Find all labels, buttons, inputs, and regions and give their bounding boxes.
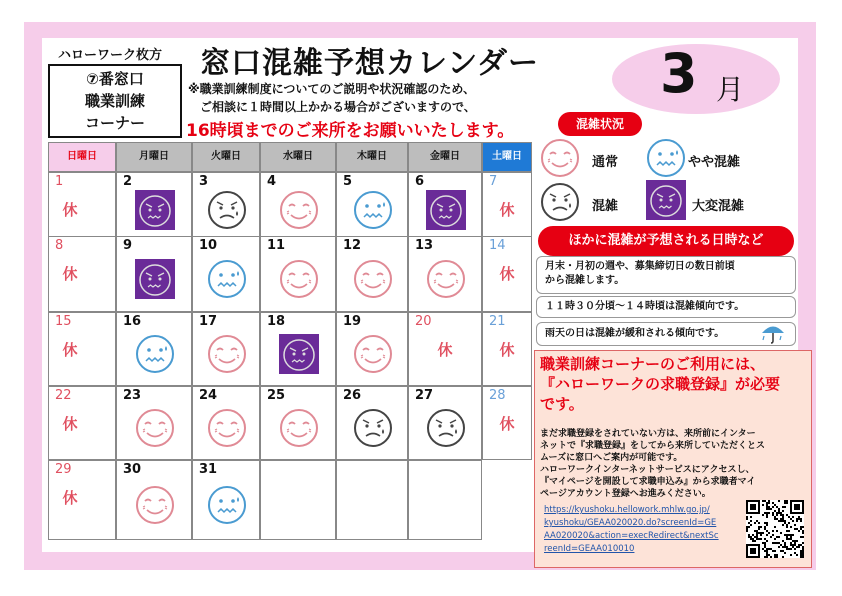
- legend-normal-face-icon: [540, 138, 580, 178]
- day-number: 8: [55, 238, 64, 253]
- legend-busy-face-icon: [540, 182, 580, 222]
- day-number: 10: [199, 238, 218, 253]
- calendar-day-cell: [482, 312, 532, 386]
- calendar-day-cell: [336, 172, 408, 238]
- day-number: 20: [415, 314, 432, 329]
- info-box-month-end-line1: 月末・月初の週や、募集締切日の数日前頃: [545, 261, 735, 272]
- weekday-header: 土曜日: [482, 142, 532, 172]
- day-number: 1: [55, 174, 64, 189]
- note-line2: ご相談に１時間以上かかる場合がございますので、: [200, 100, 476, 114]
- day-number: 5: [343, 174, 353, 189]
- day-number: 15: [55, 314, 72, 329]
- normal-face-icon: [279, 190, 319, 230]
- day-number: 9: [123, 238, 133, 253]
- closed-mark: 休: [62, 201, 78, 219]
- calendar-day-cell: [192, 236, 260, 312]
- closed-mark: 休: [499, 341, 515, 359]
- normal-face-icon: [279, 408, 319, 448]
- day-number: 27: [415, 388, 434, 403]
- month-number: 3: [660, 42, 698, 105]
- legend-very-busy-face-icon: [646, 180, 682, 220]
- page-title: 窓口混雑予想カレンダー: [200, 46, 540, 81]
- day-number: 6: [415, 174, 425, 189]
- slightly-busy-face-icon: [135, 334, 175, 374]
- calendar-day-cell: [192, 172, 260, 238]
- legend-normal-label: 通常: [592, 155, 619, 170]
- weekday-header: 月曜日: [116, 142, 192, 172]
- busy-face-icon: [353, 408, 393, 448]
- calendar-day-cell: [192, 386, 260, 460]
- weekday-header: 日曜日: [48, 142, 116, 172]
- normal-face-icon: [353, 334, 393, 374]
- panel-heading: [540, 354, 780, 414]
- day-number: 30: [123, 462, 142, 477]
- closed-mark: 休: [499, 415, 515, 433]
- calendar-day-cell: [116, 386, 192, 460]
- day-number: 28: [489, 388, 506, 403]
- calendar-day-cell: [116, 312, 192, 386]
- normal-face-icon: [135, 408, 175, 448]
- day-number: 11: [267, 238, 286, 253]
- qr-code[interactable]: [746, 500, 804, 558]
- day-number: 13: [415, 238, 434, 253]
- window-box-line2: 職業訓練: [84, 92, 145, 110]
- weekday-header: 水曜日: [260, 142, 336, 172]
- calendar-day-cell: [48, 172, 116, 238]
- day-number: 3: [199, 174, 209, 189]
- closed-mark: 休: [62, 265, 78, 283]
- slightly-busy-face-icon: [207, 259, 247, 299]
- other-info-title: ほかに混雑が予想される日時など: [538, 226, 794, 256]
- calendar-day-cell: [260, 460, 336, 540]
- calendar-day-cell: [260, 172, 336, 238]
- umbrella-icon: [760, 322, 786, 344]
- calendar-day-cell: [336, 386, 408, 460]
- very-busy-face-icon: [279, 334, 319, 374]
- calendar-day-cell: [482, 386, 532, 460]
- very-busy-face-icon: [426, 190, 466, 230]
- weekday-header: 火曜日: [192, 142, 260, 172]
- window-box: [48, 64, 182, 138]
- calendar-day-cell: [48, 386, 116, 460]
- panel-body-line: ムーズに窓口へご案内が可能です。: [540, 453, 683, 463]
- closed-mark: 休: [499, 201, 515, 219]
- panel-link-line[interactable]: reenId=GEAA010010: [544, 544, 635, 554]
- day-number: 17: [199, 314, 218, 329]
- busy-face-icon: [426, 408, 466, 448]
- panel-heading-line1: 職業訓練コーナーのご利用には、: [540, 355, 766, 373]
- legend-busy-label: 混雑: [592, 199, 619, 214]
- normal-face-icon: [207, 334, 247, 374]
- weekday-header: 木曜日: [336, 142, 408, 172]
- month-suffix: 月: [716, 73, 745, 106]
- busy-face-icon: [207, 190, 247, 230]
- closed-mark: 休: [62, 415, 78, 433]
- day-number: 4: [267, 174, 277, 189]
- legend-title: 混雑状況: [558, 112, 642, 136]
- calendar-day-cell: [408, 312, 482, 386]
- day-number: 16: [123, 314, 142, 329]
- calendar-day-cell: [48, 460, 116, 540]
- calendar-day-cell: [336, 312, 408, 386]
- calendar-day-cell: [260, 312, 336, 386]
- day-number: 12: [343, 238, 362, 253]
- day-number: 2: [123, 174, 133, 189]
- very-busy-face-icon: [135, 259, 175, 299]
- calendar-day-cell: [48, 236, 116, 312]
- very-busy-face-icon: [135, 190, 175, 230]
- calendar-day-cell: [192, 460, 260, 540]
- calendar-day-cell: [408, 236, 482, 312]
- info-box-rain: 雨天の日は混雑が緩和される傾向です。: [536, 322, 796, 346]
- legend-slightly-busy-label: やや混雑: [688, 155, 741, 170]
- closed-mark: 休: [437, 341, 453, 359]
- panel-link-line[interactable]: AA020020&action=execRedirect&nextSc: [544, 531, 719, 541]
- calendar-day-cell: [192, 312, 260, 386]
- panel-body-line: 『マイページを開設して求職申込み』から求職者マイ: [540, 477, 756, 487]
- calendar-day-cell: [408, 386, 482, 460]
- calendar-day-cell: [482, 236, 532, 312]
- calendar-day-cell: [116, 460, 192, 540]
- calendar-day-cell: [260, 386, 336, 460]
- day-number: 18: [267, 314, 286, 329]
- normal-face-icon: [279, 259, 319, 299]
- note-line1: ※職業訓練制度についてのご説明や状況確認のため、: [188, 82, 475, 96]
- normal-face-icon: [426, 259, 466, 299]
- normal-face-icon: [207, 408, 247, 448]
- calendar-day-cell: [260, 236, 336, 312]
- calendar-day-cell: [482, 172, 532, 238]
- day-number: 29: [55, 462, 72, 477]
- closed-mark: 休: [499, 265, 515, 283]
- office-name: ハローワーク枚方: [58, 48, 163, 63]
- day-number: 24: [199, 388, 218, 403]
- closed-mark: 休: [62, 341, 78, 359]
- window-box-line3: コーナー: [84, 114, 145, 132]
- legend-slightly-busy-face-icon: [646, 138, 686, 178]
- panel-link-line[interactable]: https://kyushoku.hellowork.mhlw.go.jp/: [544, 505, 710, 515]
- calendar-day-cell: [116, 236, 192, 312]
- note-highlight: 16時頃までのご来所をお願いいたします。: [186, 121, 515, 141]
- day-number: 26: [343, 388, 362, 403]
- panel-body-line: ページアカウント登録へお進みください。: [540, 489, 711, 499]
- info-box-month-end: [536, 256, 796, 294]
- panel-heading-line2: 『ハローワークの求職登録』が必要: [540, 375, 781, 393]
- day-number: 7: [489, 174, 498, 189]
- calendar-day-cell: [116, 172, 192, 238]
- panel-body-line: ネットで『求職登録』をしてから来所していただくとス: [540, 441, 766, 451]
- normal-face-icon: [135, 485, 175, 525]
- weekday-header: 金曜日: [408, 142, 482, 172]
- calendar-day-cell: [408, 172, 482, 238]
- normal-face-icon: [353, 259, 393, 299]
- calendar-day-cell: [408, 460, 482, 540]
- info-box-month-end-line2: から混雑します。: [545, 275, 625, 286]
- panel-body-line: まだ求職登録をされていない方は、来所前にインター: [540, 429, 756, 439]
- day-number: 14: [489, 238, 506, 253]
- day-number: 23: [123, 388, 142, 403]
- panel-body: [540, 428, 765, 500]
- day-number: 19: [343, 314, 362, 329]
- panel-link[interactable]: [544, 504, 719, 556]
- day-number: 22: [55, 388, 72, 403]
- legend-very-busy-label: 大変混雑: [692, 199, 745, 214]
- closed-mark: 休: [62, 489, 78, 507]
- window-box-line1: ⑦番窓口: [86, 70, 144, 88]
- calendar-day-cell: [48, 312, 116, 386]
- panel-heading-line3: です。: [540, 395, 584, 413]
- info-box-lunch: １１時３０分頃～１４時頃は混雑傾向です。: [536, 296, 796, 318]
- panel-link-line[interactable]: kyushoku/GEAA020020.do?screenId=GE: [544, 518, 717, 528]
- calendar-day-cell: [336, 460, 408, 540]
- slightly-busy-face-icon: [353, 190, 393, 230]
- day-number: 31: [199, 462, 218, 477]
- day-number: 21: [489, 314, 506, 329]
- day-number: 25: [267, 388, 286, 403]
- calendar-day-cell: [336, 236, 408, 312]
- panel-body-line: ハローワークインターネットサービスにアクセスし、: [540, 465, 755, 475]
- slightly-busy-face-icon: [207, 485, 247, 525]
